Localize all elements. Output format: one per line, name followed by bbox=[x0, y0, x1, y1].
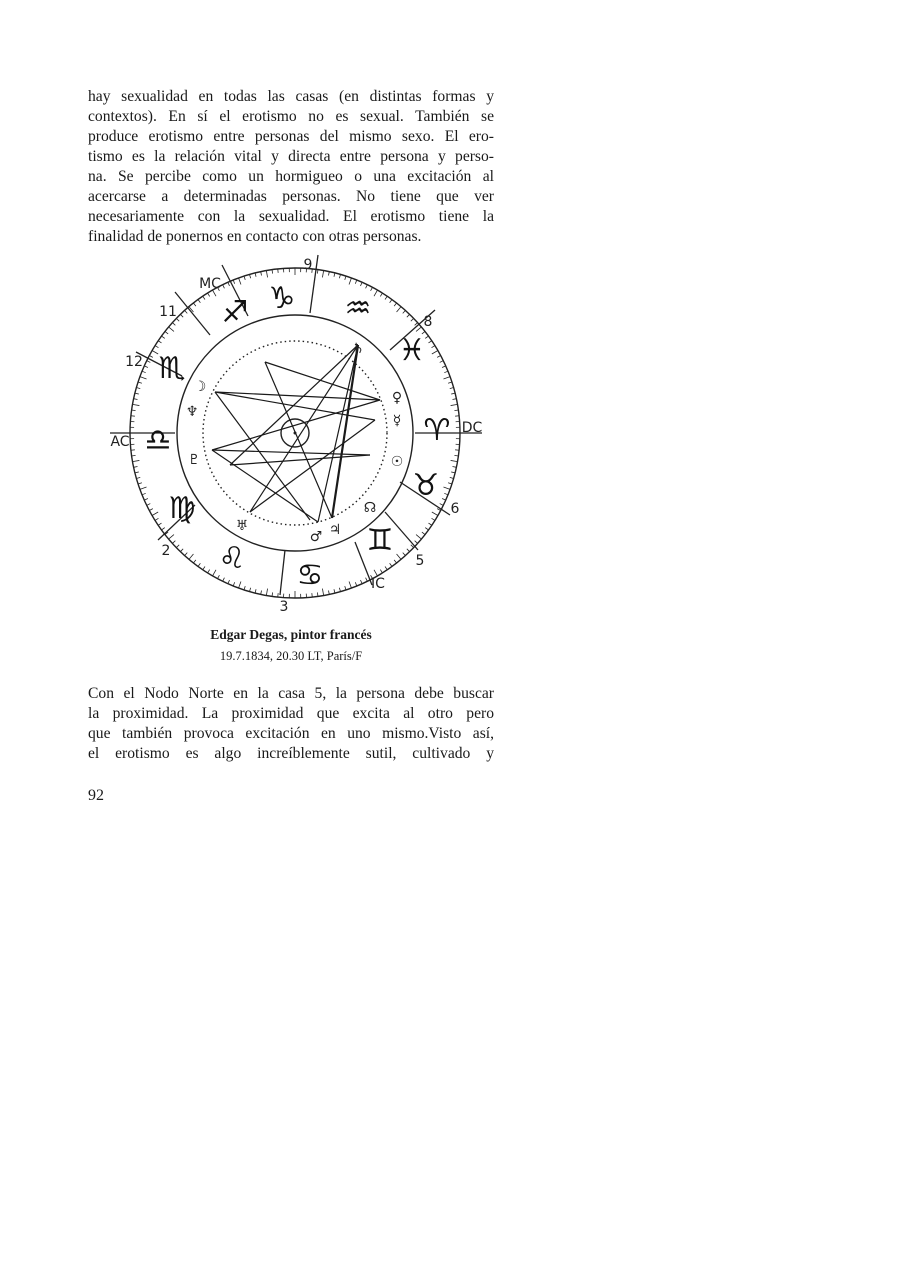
degree-tick bbox=[415, 323, 418, 326]
degree-tick bbox=[261, 590, 262, 594]
aspect-line bbox=[215, 392, 310, 520]
ic-label: IC bbox=[371, 576, 385, 592]
degree-tick bbox=[244, 586, 245, 590]
paragraph-line: Con el Nodo Norte en la casa 5, la persona debe buscar bbox=[88, 685, 494, 702]
degree-tick bbox=[380, 293, 382, 296]
aspect-line bbox=[212, 450, 318, 522]
degree-tick bbox=[228, 580, 230, 584]
dc-label: DC bbox=[461, 420, 483, 436]
degree-tick bbox=[442, 366, 446, 368]
degree-tick bbox=[442, 498, 446, 500]
degree-tick bbox=[416, 535, 421, 539]
degree-tick bbox=[407, 314, 410, 317]
degree-tick bbox=[322, 271, 323, 278]
degree-tick bbox=[255, 273, 256, 277]
degree-tick bbox=[142, 371, 146, 372]
degree-tick bbox=[233, 280, 234, 284]
degree-tick bbox=[390, 563, 392, 566]
degree-tick bbox=[416, 327, 421, 331]
degree-tick bbox=[317, 592, 318, 596]
house-6-label: 6 bbox=[450, 501, 460, 517]
degree-tick bbox=[385, 296, 387, 299]
degree-tick bbox=[443, 377, 450, 379]
zodiac-glyph: ♈ bbox=[423, 413, 451, 448]
mc-label: MC bbox=[199, 276, 221, 292]
zodiac-glyph: ♍ bbox=[168, 491, 196, 526]
degree-tick bbox=[138, 483, 142, 484]
degree-tick bbox=[135, 472, 139, 473]
moon-glyph: ☽ bbox=[193, 379, 207, 395]
aspect-line bbox=[230, 455, 370, 465]
degree-tick bbox=[266, 589, 267, 596]
degree-tick bbox=[255, 589, 256, 593]
degree-tick bbox=[334, 589, 335, 593]
house-5-label: 5 bbox=[415, 553, 425, 569]
degree-tick bbox=[134, 399, 138, 400]
degree-tick bbox=[432, 518, 435, 520]
degree-tick bbox=[452, 399, 456, 400]
degree-tick bbox=[349, 278, 351, 285]
degree-tick bbox=[180, 549, 183, 552]
degree-tick bbox=[272, 592, 273, 596]
degree-tick bbox=[169, 327, 174, 331]
degree-tick bbox=[444, 371, 448, 372]
degree-tick bbox=[450, 477, 454, 478]
degree-tick bbox=[403, 310, 406, 313]
degree-tick bbox=[394, 303, 396, 306]
degree-tick bbox=[134, 466, 138, 467]
degree-tick bbox=[432, 512, 438, 516]
degree-tick bbox=[132, 455, 136, 456]
zodiac-glyph: ♏ bbox=[158, 351, 186, 386]
degree-tick bbox=[169, 535, 174, 539]
degree-tick bbox=[328, 590, 329, 594]
degree-tick bbox=[317, 270, 318, 274]
ac-label: AC bbox=[110, 434, 130, 450]
degree-tick bbox=[345, 276, 346, 280]
zodiac-glyph: ♓ bbox=[398, 333, 426, 368]
degree-tick bbox=[448, 382, 452, 383]
degree-tick bbox=[394, 560, 396, 563]
degree-tick bbox=[228, 282, 230, 286]
aspect-line bbox=[250, 345, 358, 512]
degree-tick bbox=[422, 532, 425, 534]
jupiter-glyph: ♃ bbox=[328, 522, 342, 538]
degree-tick bbox=[176, 545, 179, 548]
paragraph-line: el erotismo es algo increíblemente sutil, cultivado y bbox=[88, 745, 494, 762]
degree-tick bbox=[451, 404, 458, 405]
degree-tick bbox=[366, 285, 368, 289]
degree-tick bbox=[155, 518, 158, 520]
degree-tick bbox=[454, 410, 458, 411]
house-12-label: 12 bbox=[125, 354, 143, 370]
aspect-line bbox=[332, 345, 358, 518]
pluto-glyph: ♇ bbox=[187, 452, 201, 468]
degree-tick bbox=[213, 570, 217, 576]
degree-tick bbox=[138, 382, 142, 383]
house-9-label: 9 bbox=[303, 257, 313, 273]
paragraph-line: contextos). En sí el erotismo no es sexual. También se bbox=[88, 108, 494, 125]
degree-tick bbox=[244, 276, 245, 280]
degree-tick bbox=[397, 307, 401, 312]
aspect-line bbox=[212, 400, 380, 450]
zodiac-glyph: ♑ bbox=[268, 281, 296, 316]
degree-tick bbox=[136, 477, 140, 478]
degree-tick bbox=[428, 523, 431, 525]
chart-caption-title: Edgar Degas, pintor francés bbox=[210, 627, 372, 642]
degree-tick bbox=[345, 586, 346, 590]
degree-tick bbox=[223, 578, 225, 582]
venus-glyph: ♀ bbox=[391, 390, 403, 406]
zodiac-glyph: ♒ bbox=[344, 291, 372, 326]
degree-tick bbox=[133, 404, 140, 405]
paragraph-line: finalidad de ponernos en contacto con otras personas. bbox=[88, 228, 422, 245]
degree-tick bbox=[403, 553, 406, 556]
saturn-glyph: ♄ bbox=[351, 341, 365, 357]
degree-tick bbox=[172, 541, 175, 544]
degree-tick bbox=[189, 554, 193, 559]
cusp-3 bbox=[280, 550, 285, 595]
paragraph-line: tismo es la relación vital y directa entre persona y perso- bbox=[88, 148, 494, 165]
degree-tick bbox=[165, 331, 168, 333]
degree-tick bbox=[203, 296, 205, 299]
bottom-paragraph bbox=[88, 684, 494, 764]
degree-tick bbox=[147, 504, 151, 506]
degree-tick bbox=[142, 493, 146, 494]
degree-tick bbox=[185, 310, 188, 313]
degree-tick bbox=[339, 588, 340, 592]
degree-tick bbox=[360, 282, 362, 286]
degree-tick bbox=[185, 553, 188, 556]
degree-tick bbox=[443, 487, 450, 489]
neptune-glyph: ♆ bbox=[185, 404, 199, 420]
top-paragraph bbox=[88, 87, 494, 247]
degree-tick bbox=[390, 300, 392, 303]
degree-tick bbox=[261, 272, 262, 276]
degree-tick bbox=[136, 388, 140, 389]
degree-tick bbox=[133, 460, 140, 461]
degree-tick bbox=[162, 336, 165, 338]
degree-tick bbox=[272, 270, 273, 274]
house-11-label: 11 bbox=[159, 304, 177, 320]
aspect-line bbox=[250, 420, 375, 512]
degree-tick bbox=[152, 512, 158, 516]
degree-tick bbox=[198, 300, 200, 303]
mercury-glyph: ☿ bbox=[392, 413, 402, 429]
degree-tick bbox=[239, 581, 241, 588]
aspect-lines bbox=[212, 345, 380, 522]
degree-tick bbox=[147, 361, 151, 363]
degree-tick bbox=[144, 498, 148, 500]
degree-tick bbox=[149, 509, 153, 511]
degree-tick bbox=[451, 460, 458, 461]
degree-tick bbox=[250, 274, 251, 278]
degree-tick bbox=[140, 377, 147, 379]
house-8-label: 8 bbox=[423, 314, 433, 330]
house-2-label: 2 bbox=[161, 543, 171, 559]
degree-tick bbox=[440, 361, 444, 363]
degree-tick bbox=[428, 341, 431, 343]
degree-tick bbox=[355, 280, 356, 284]
degree-tick bbox=[158, 523, 161, 525]
degree-tick bbox=[250, 588, 251, 592]
paragraph-line: produce erotismo entre personas del mismo sexo. El ero- bbox=[88, 128, 494, 145]
degree-tick bbox=[437, 356, 441, 358]
degree-tick bbox=[152, 351, 158, 355]
degree-tick bbox=[448, 483, 452, 484]
degree-tick bbox=[155, 346, 158, 348]
zodiac-glyph: ♋ bbox=[296, 558, 324, 593]
degree-tick bbox=[411, 318, 414, 321]
degree-tick bbox=[452, 466, 456, 467]
degree-tick bbox=[425, 336, 428, 338]
zodiac-glyph: ♉ bbox=[412, 468, 440, 503]
degree-tick bbox=[349, 581, 351, 588]
degree-tick bbox=[334, 273, 335, 277]
degree-tick bbox=[385, 566, 387, 569]
degree-tick bbox=[193, 303, 195, 306]
degree-tick bbox=[432, 346, 435, 348]
paragraph-line: que también provoca excitación en uno mismo.Visto así, bbox=[88, 725, 494, 742]
aspect-line bbox=[212, 450, 370, 455]
paragraph-line: acercarse a determinadas personas. No tiene que ver bbox=[88, 188, 494, 205]
degree-tick bbox=[451, 393, 455, 394]
degree-tick bbox=[425, 528, 428, 530]
zodiac-glyph: ♎ bbox=[144, 423, 172, 458]
degree-tick bbox=[380, 570, 382, 573]
degree-tick bbox=[366, 578, 368, 582]
paragraph-line: hay sexualidad en todas las casas (en distintas formas y bbox=[88, 88, 494, 105]
degree-tick bbox=[162, 528, 165, 530]
aspect-line bbox=[265, 362, 332, 518]
degree-tick bbox=[132, 410, 136, 411]
paragraph-line: la proximidad. La proximidad que excita al otro pero bbox=[88, 705, 494, 722]
zodiac-glyph: ♌ bbox=[218, 541, 246, 576]
degree-tick bbox=[193, 560, 195, 563]
zodiac-glyph: ♐ bbox=[221, 295, 249, 330]
sun-glyph: ☉ bbox=[390, 454, 404, 470]
astrology-chart-figure bbox=[100, 250, 490, 620]
aspect-line bbox=[265, 362, 380, 400]
degree-tick bbox=[339, 274, 340, 278]
degree-tick bbox=[208, 570, 210, 573]
degree-tick bbox=[172, 323, 175, 326]
degree-tick bbox=[140, 487, 147, 489]
degree-tick bbox=[450, 388, 454, 389]
aspect-line bbox=[318, 345, 358, 522]
degree-tick bbox=[360, 580, 362, 584]
degree-tick bbox=[415, 541, 418, 544]
degree-tick bbox=[266, 271, 267, 278]
degree-tick bbox=[328, 272, 329, 276]
degree-tick bbox=[180, 314, 183, 317]
uranus-glyph: ♅ bbox=[235, 518, 249, 534]
degree-tick bbox=[407, 549, 410, 552]
paragraph-line: na. Se percibe como un hormigueo o una excitación al bbox=[88, 168, 494, 185]
mars-glyph: ♂ bbox=[309, 529, 323, 545]
degree-tick bbox=[233, 582, 234, 586]
degree-tick bbox=[239, 278, 241, 285]
degree-tick bbox=[374, 290, 378, 296]
degree-tick bbox=[432, 351, 438, 355]
degree-tick bbox=[203, 566, 205, 569]
degree-tick bbox=[158, 341, 161, 343]
page-number: 92 bbox=[88, 787, 104, 804]
zodiac-glyph: ♊ bbox=[366, 523, 394, 558]
degree-tick bbox=[149, 356, 153, 358]
degree-tick bbox=[223, 285, 225, 289]
degree-tick bbox=[135, 393, 139, 394]
degree-tick bbox=[454, 455, 458, 456]
degree-tick bbox=[198, 563, 200, 566]
chart-caption-subtitle: 19.7.1834, 20.30 LT, París/F bbox=[219, 649, 363, 663]
degree-tick bbox=[374, 570, 378, 576]
degree-tick bbox=[208, 293, 210, 296]
degree-tick bbox=[397, 554, 401, 559]
astrology-chart bbox=[100, 250, 490, 620]
paragraph-line: necesariamente con la sexualidad. El erotismo tiene la bbox=[88, 208, 494, 225]
house-3-label: 3 bbox=[279, 599, 289, 615]
north-node-glyph: ☊ bbox=[363, 500, 377, 516]
degree-tick bbox=[451, 472, 455, 473]
degree-tick bbox=[355, 582, 356, 586]
degree-tick bbox=[144, 366, 148, 368]
degree-tick bbox=[444, 493, 448, 494]
degree-tick bbox=[440, 504, 444, 506]
